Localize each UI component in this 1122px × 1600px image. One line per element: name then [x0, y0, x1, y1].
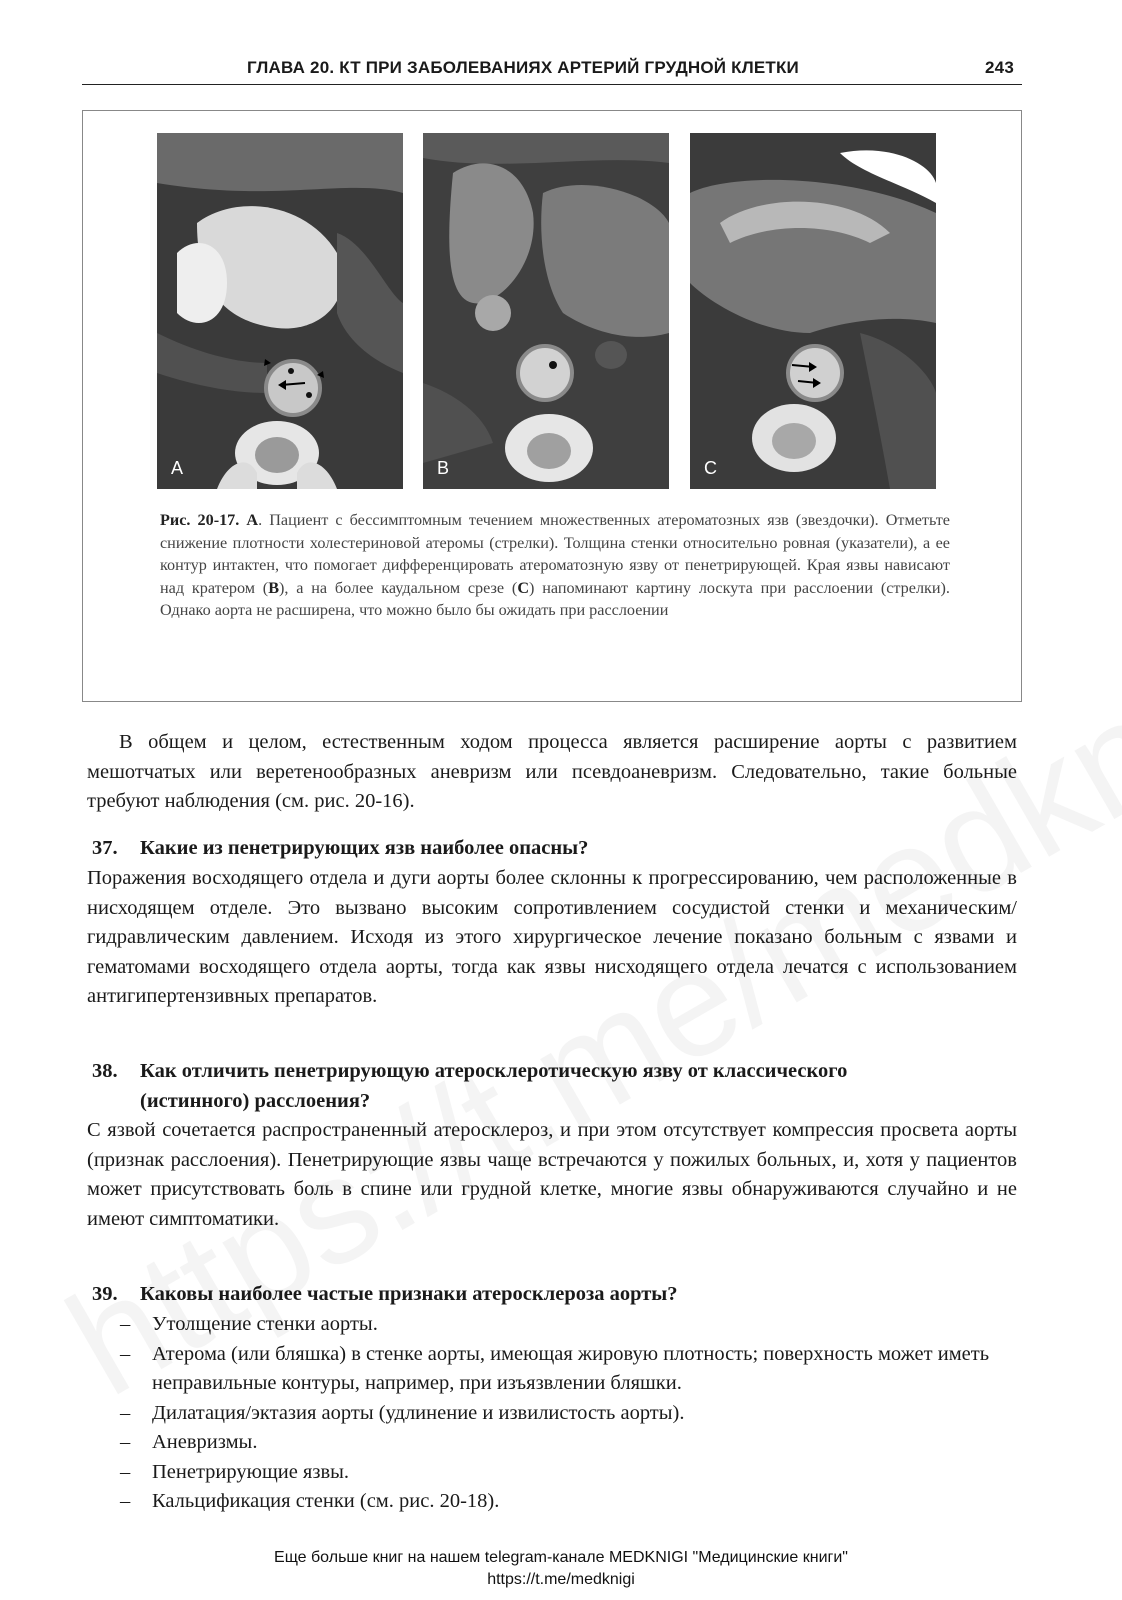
list-dash: –	[120, 1313, 131, 1335]
figure-caption	[160, 509, 950, 622]
answer-38: С язвой сочетается распространенный атеросклероз, и при этом отсутствует компрессия просвета аорты (признак расслоения). Пенетрирующие язвы чаще встречаются у пожилых больных, и, хотя у пациентов может присутствовать боль в спине или грудной клетке, многие язвы обнаруживаются случайно и не имеют симптоматики.	[87, 1119, 1017, 1230]
footer-line-1: Еще больше книг на нашем telegram-канале MEDKNIGI "Медицинские книги"	[274, 1549, 848, 1566]
ct-panel-b	[423, 133, 669, 489]
question-38-heading	[92, 1057, 1022, 1116]
list-dash: –	[120, 1342, 131, 1365]
panel-label-c: C	[704, 458, 717, 478]
ct-panel-a	[157, 133, 403, 489]
ct-panel-c	[690, 133, 936, 489]
list-item: – Кальцификация стенки (см. рис. 20-18).	[120, 1487, 1020, 1517]
list-item: – Утолщение стенки аорты.	[120, 1310, 1020, 1340]
question-39-heading	[92, 1280, 1022, 1310]
list-dash: –	[120, 1460, 131, 1483]
question-title: Какие из пенетрирующих язв наиболее опасны?	[140, 837, 589, 859]
caption-panel-ref-b: В	[268, 578, 280, 597]
figure-20-17	[82, 110, 1022, 702]
list-item: – Пенетрирующие язвы.	[120, 1458, 1020, 1488]
page-number: 243	[985, 58, 1014, 77]
question-number: 39.	[92, 1283, 118, 1305]
panel-label-a: A	[171, 458, 184, 478]
list-item: – Атерома (или бляшка) в стенке аорты, имеющая жировую плотность; поверхность может иметь неправильные контуры, например, при изъязвлении бляшки.	[120, 1340, 1020, 1399]
panel-label-b: B	[437, 458, 450, 478]
list-item: – Дилатация/эктазия аорты (удлинение и извилистость аорты).	[120, 1399, 1020, 1429]
running-header	[82, 52, 1022, 85]
list-dash: –	[120, 1401, 131, 1424]
question-number: 37.	[92, 837, 118, 859]
ct-image-a	[157, 133, 403, 489]
list-dash: –	[120, 1490, 131, 1512]
figure-id: Рис. 20-17.	[160, 511, 240, 529]
footer-link[interactable]: https://t.me/medknigi	[487, 1571, 635, 1588]
answer-37: Поражения восходящего отдела и дуги аорты более склонны к прогрессированию, чем расположенные в нисходящем отделе. Это вызвано высоким сопротивлением сосудистой стенки и механическим/гидравлическим давлением. Исходя из этого хирургическое лечение показано больным с язвами и гематомами восходящего отдела аорты, тогда как язвы нисходящего отдела лечатся с использованием антигипертензивных препаратов.	[87, 867, 1017, 1007]
caption-text-1: . Пациент с бессимптомным течением множественных атероматозных язв (звездочки). Отметьте снижение плотности холестериновой атеромы (стрелки). Толщина стенки относительно ровная (указатели), а ее контур интактен, что помогает дифференцировать атероматозную язву от пенетрирующей. Края язвы нависают над кратером (	[160, 511, 950, 597]
caption-text-2: ), а на более каудальном срезе (	[279, 578, 518, 597]
question-title-continued: (истинного) расслоения?	[140, 1089, 371, 1112]
question-title: Каковы наиболее частые признаки атеросклероза аорты?	[140, 1283, 678, 1305]
caption-text-3: ) напоминают картину лоскута при расслоении (стрелки). Однако аорта не расширена, что можно было бы ожидать при расслоении	[160, 578, 950, 620]
list-item: – Аневризмы.	[120, 1428, 1020, 1458]
atherosclerosis-signs-list	[120, 1310, 1020, 1517]
question-number: 38.	[92, 1060, 118, 1082]
chapter-title: ГЛАВА 20. КТ ПРИ ЗАБОЛЕВАНИЯХ АРТЕРИЙ ГРУДНОЙ КЛЕТКИ	[247, 58, 799, 77]
intro-paragraph: В общем и целом, естественным ходом процесса является расширение аорты с развитием мешотчатых или веретенообразных аневризм или псевдоаневризм. Следовательно, такие больные требуют наблюдения (см. рис. 20-16).	[87, 731, 1017, 812]
promo-footer	[0, 1547, 1122, 1591]
question-title: Как отличить пенетрирующую атеросклеротическую язву от классического	[140, 1060, 848, 1082]
caption-panel-ref-c: С	[517, 578, 530, 597]
question-37-heading	[92, 834, 1022, 864]
list-dash: –	[120, 1431, 131, 1453]
ct-image-b	[423, 133, 669, 489]
caption-panel-ref-a: А	[239, 511, 259, 529]
ct-image-c	[690, 133, 936, 489]
